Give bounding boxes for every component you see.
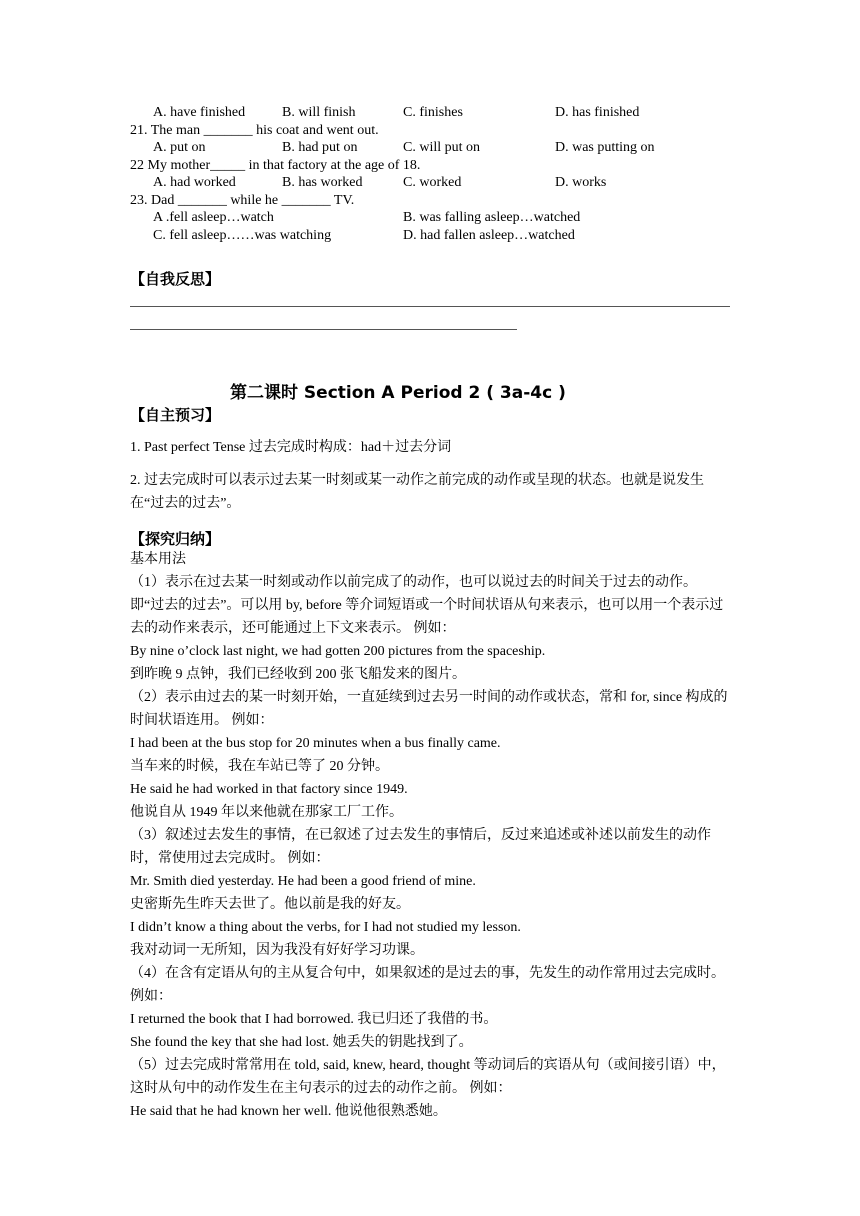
q22-stem: 22 My mother_____ in that factory at the age of 18. [130,158,421,173]
q20-option-a: A. have finished [153,105,246,120]
q23-option-d: D. had fallen asleep…watched [403,228,575,243]
q20-option-d: D. has finished [555,105,640,120]
q20-option-b: B. will finish [282,105,356,120]
q21-option-b: B. had put on [282,140,358,155]
explore-line: Mr. Smith died yesterday. He had been a good friend of mine. [130,874,476,889]
q22-option-a: A. had worked [153,175,236,190]
explore-line: （1）表示在过去某一时刻或动作以前完成了的动作，也可以说过去的时间关于过去的动作。即“过去的过去”。可以用 by, before 等介词短语或一个时间状语从句来表示，也可以用一个表示过去的动作来表示，还可能通过上下文来表示。 例如： [130,575,724,636]
reflection-line-1 [130,306,730,307]
q22-option-c: C. worked [403,175,462,190]
explore-line: I returned the book that I had borrowed. 我已归还了我借的书。 [130,1012,498,1027]
reflection-heading: 【自我反思】 [130,270,221,288]
explore-heading: 【探究归纳】 [130,530,221,548]
q22-option-b: B. has worked [282,175,363,190]
q21-option-c: C. will put on [403,140,481,155]
explore-line: 我对动词一无所知，因为我没有好好学习功课。 [130,943,424,958]
explore-line: She found the key that she had lost. 她丢失的钥匙找到了。 [130,1035,473,1050]
lesson-title: 第二课时 Section A Period 2 ( 3a-4c ) [230,383,566,403]
explore-line: I didn’t know a thing about the verbs, for I had not studied my lesson. [130,920,521,935]
explore-line: 他说自从 1949 年以来他就在那家工厂工作。 [130,805,403,820]
q21-stem: 21. The man _______ his coat and went out. [130,123,379,138]
q23-option-a: A .fell asleep…watch [153,210,274,225]
q21-option-a: A. put on [153,140,206,155]
explore-line: （5）过去完成时常常用在 told, said, knew, heard, thought 等动词后的宾语从句（或间接引语）中，这时从句中的动作发生在主句表示的过去的动作之前。 例如： [130,1058,726,1096]
q22-option-d: D. works [555,175,607,190]
q23-option-c: C. fell asleep……was watching [153,228,332,243]
preview-point-2: 2. 过去完成时可以表示过去某一时刻或某一动作之前完成的动作或呈现的状态。也就是说发生在“过去的过去”。 [130,473,704,511]
preview-point-1: 1. Past perfect Tense 过去完成时构成：had＋过去分词 [130,440,452,455]
explore-line: He said he had worked in that factory since 1949. [130,782,408,797]
preview-heading: 【自主预习】 [130,406,221,424]
explore-line: （3）叙述过去发生的事情，在已叙述了过去发生的事情后，反过来追述或补述以前发生的动作时，常使用过去完成时。 例如： [130,828,711,866]
explore-line: I had been at the bus stop for 20 minutes when a bus finally came. [130,736,501,751]
q23-option-b: B. was falling asleep…watched [403,210,581,225]
explore-line: 到昨晚 9 点钟，我们已经收到 200 张飞船发来的图片。 [130,667,466,682]
explore-line: 基本用法 [130,552,186,567]
q20-option-c: C. finishes [403,105,463,120]
explore-line: He said that he had known her well. 他说他很熟悉她。 [130,1104,447,1119]
q23-stem: 23. Dad _______ while he _______ TV. [130,193,355,208]
explore-line: By nine o’clock last night, we had gotten 200 pictures from the spaceship. [130,644,546,659]
explore-line: （4）在含有定语从句的主从复合句中，如果叙述的是过去的事，先发生的动作常用过去完成时。 例如： [130,966,725,1004]
q21-option-d: D. was putting on [555,140,655,155]
explore-body [130,548,730,1123]
explore-line: 史密斯先生昨天去世了。他以前是我的好友。 [130,897,410,912]
reflection-line-2 [130,329,517,330]
explore-line: （2）表示由过去的某一时刻开始，一直延续到过去另一时间的动作或状态，常和 for, since 构成的时间状语连用。 例如： [130,690,728,728]
explore-line: 当车来的时候，我在车站已等了 20 分钟。 [130,759,389,774]
